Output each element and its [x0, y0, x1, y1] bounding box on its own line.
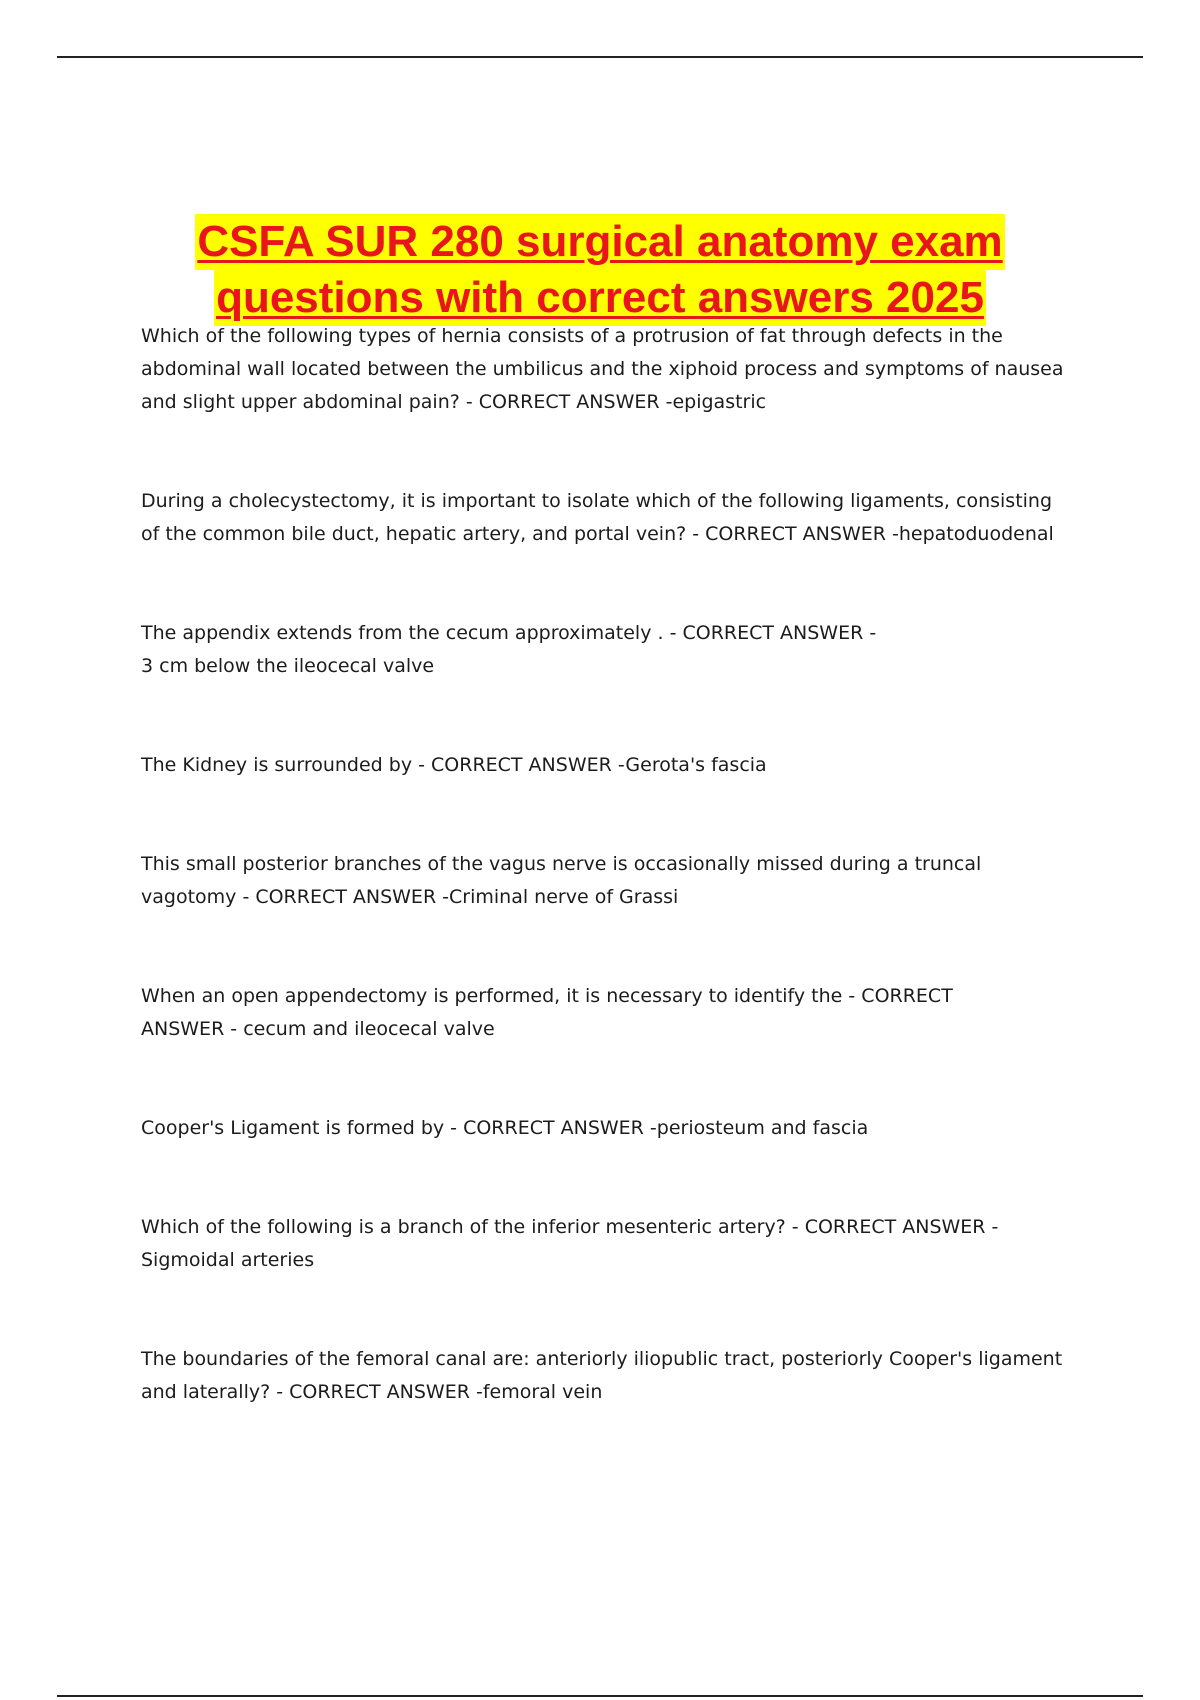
- bottom-rule: [57, 1695, 1143, 1697]
- question-answer-5: This small posterior branches of the vagus nerve is occasionally missed during a truncal vagotomy - CORRECT ANSWER -Criminal nerve of Grassi: [141, 853, 982, 908]
- question-list: [141, 320, 1071, 1409]
- question-answer-4: The Kidney is surrounded by - CORRECT ANSWER -Gerota's fascia: [141, 754, 767, 776]
- page-title: [100, 214, 1100, 326]
- question-answer-3: The appendix extends from the cecum approximately . - CORRECT ANSWER - 3 cm below the ileocecal valve: [141, 622, 877, 677]
- question-answer-2: During a cholecystectomy, it is important to isolate which of the following ligaments, consisting of the common bile duct, hepatic artery, and portal vein? - CORRECT ANSWER -hepatoduodenal: [141, 490, 1054, 545]
- question-answer-9: The boundaries of the femoral canal are: anteriorly iliopublic tract, posteriorly Cooper's ligament and laterally? - CORRECT ANSWER -femoral vein: [141, 1348, 1063, 1403]
- title-line-2: questions with correct answers 2025: [214, 270, 986, 326]
- question-answer-7: Cooper's Ligament is formed by - CORRECT ANSWER -periosteum and fascia: [141, 1117, 869, 1139]
- title-line-1: CSFA SUR 280 surgical anatomy exam: [195, 214, 1004, 270]
- question-answer-6: When an open appendectomy is performed, it is necessary to identify the - CORRECT ANSWER - cecum and ileocecal valve: [141, 985, 953, 1040]
- question-answer-1: Which of the following types of hernia consists of a protrusion of fat through defects in the abdominal wall located between the umbilicus and the xiphoid process and symptoms of nausea and slight upper abdominal pain? - CORRECT ANSWER -epigastric: [141, 325, 1064, 413]
- top-rule: [57, 56, 1143, 58]
- question-answer-8: Which of the following is a branch of the inferior mesenteric artery? - CORRECT ANSWER - Sigmoidal arteries: [141, 1216, 999, 1271]
